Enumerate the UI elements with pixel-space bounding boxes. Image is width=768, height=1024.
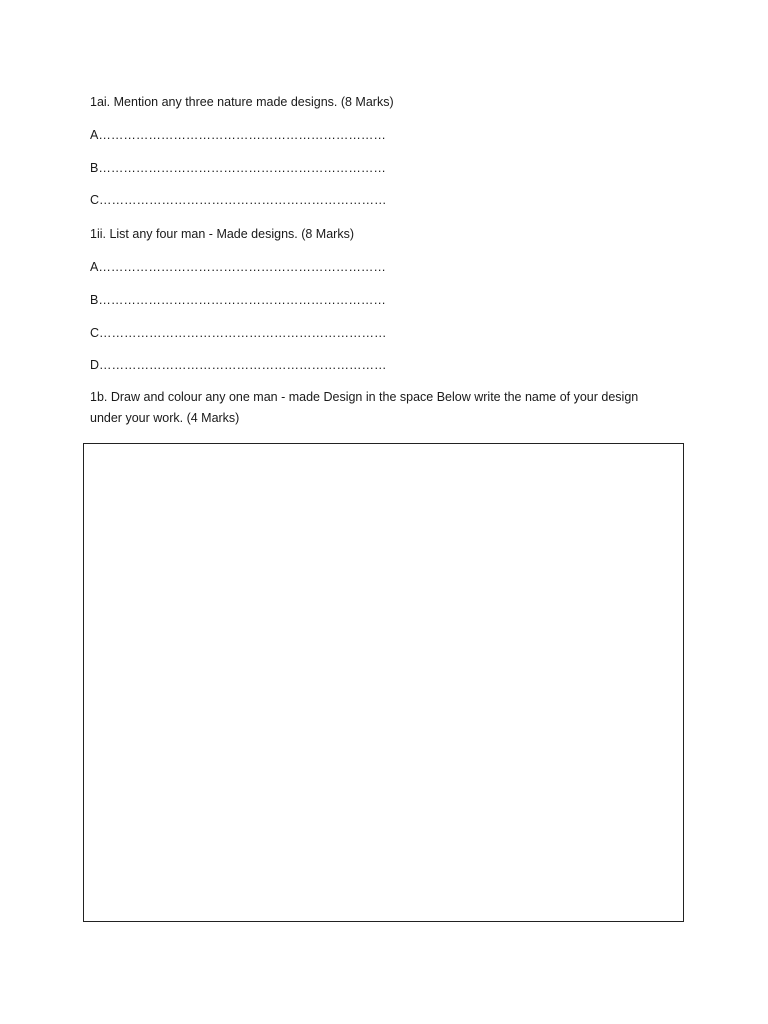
question-1b-prompt: 1b. Draw and colour any one man - made Design in the space Below write the name of your design under your work. (4 Marks) [90, 390, 639, 425]
answer-line-1aii-c: C…………………………………………………………… [90, 326, 387, 340]
drawing-area [83, 443, 684, 922]
answer-line-1ai-c: C…………………………………………………………… [90, 193, 387, 207]
answer-line-1aii-d: D…………………………………………………………… [90, 358, 387, 372]
answer-line-1ai-a: A…………………………………………………………… [90, 128, 386, 142]
question-1aii-prompt: 1ii. List any four man - Made designs. (8 Marks) [90, 227, 354, 241]
answer-line-1aii-a: A…………………………………………………………… [90, 260, 386, 274]
answer-line-1aii-b: B…………………………………………………………… [90, 293, 386, 307]
question-1ai-prompt: 1ai. Mention any three nature made designs. (8 Marks) [90, 95, 394, 109]
answer-line-1ai-b: B…………………………………………………………… [90, 161, 386, 175]
